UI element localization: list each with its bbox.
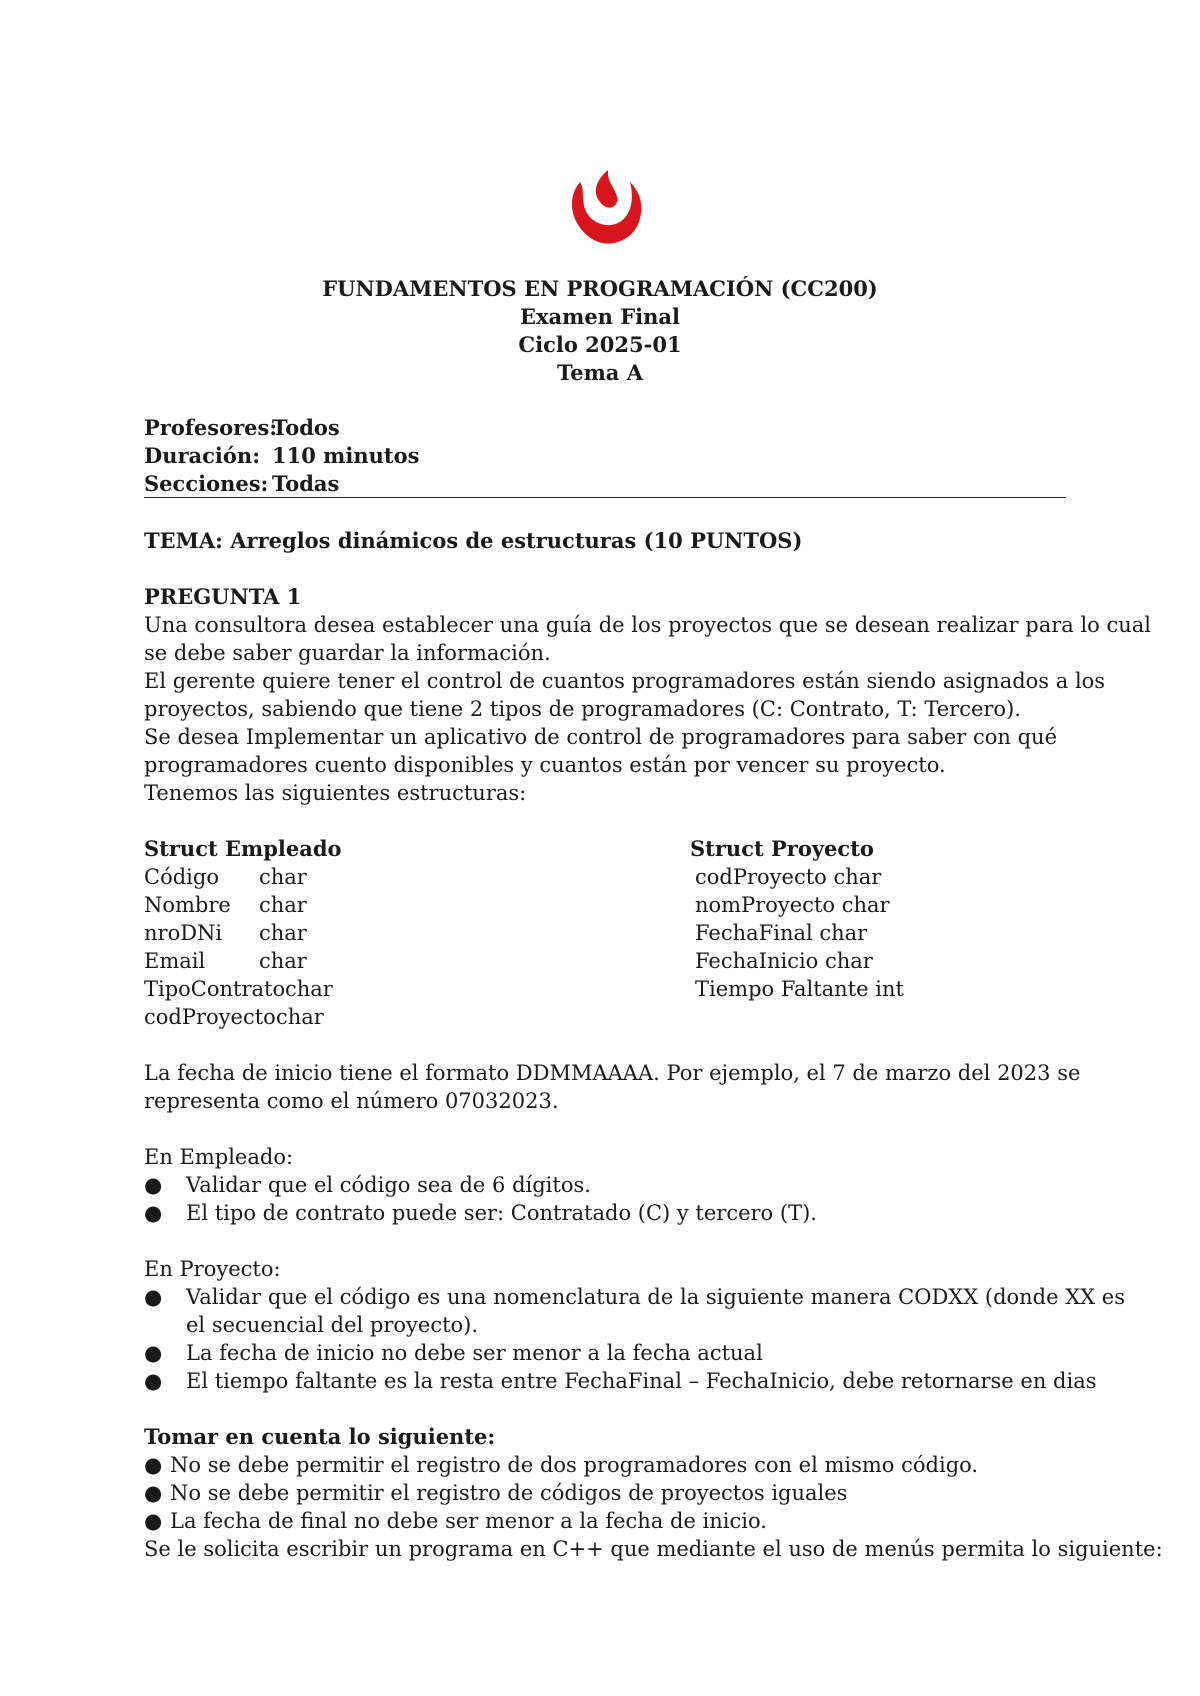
info-value-secciones: Todas (272, 471, 340, 496)
consider-closing: Se le solicita escribir un programa en C++ que mediante el uso de menús permita lo siguiente: (144, 1537, 1163, 1561)
pregunta-line: Tenemos las siguientes estructuras: (144, 781, 527, 805)
info-label-duracion: Duración: (144, 443, 260, 468)
pregunta-line: Una consultora desea establecer una guía de los proyectos que se desean realizar para lo cual (144, 613, 1152, 637)
empleado-field-type: char (259, 865, 307, 889)
empleado-field-name: TipoContrato (144, 977, 286, 1001)
proyecto-field: codProyecto char (695, 865, 882, 889)
bullet-icon: ● (144, 1285, 163, 1309)
proyecto-rule-item: Validar que el código es una nomenclatura de la siguiente manera CODXX (donde XX es (186, 1285, 1126, 1309)
empleado-field-type: char (285, 977, 333, 1001)
bullet-icon: ● (144, 1173, 163, 1197)
bullet-icon: ● (144, 1481, 163, 1505)
proyecto-rules-title: En Proyecto: (144, 1257, 281, 1281)
proyecto-rule-item: El tiempo faltante es la resta entre FechaFinal – FechaInicio, debe retornarse en dias (186, 1369, 1097, 1393)
bullet-icon: ● (144, 1201, 163, 1225)
info-value-duracion: 110 minutos (272, 443, 420, 468)
empleado-field-type: char (259, 893, 307, 917)
empleado-rule-item: El tipo de contrato puede ser: Contratado (C) y tercero (T). (186, 1201, 817, 1225)
consider-item: La fecha de final no debe ser menor a la fecha de inicio. (170, 1509, 767, 1533)
tema-variant: Tema A (556, 360, 643, 385)
empleado-field-type: char (259, 921, 307, 945)
empleado-field-name: Email (144, 949, 206, 973)
proyecto-field: Tiempo Faltante int (695, 977, 904, 1001)
info-value-profesores: Todos (272, 415, 340, 440)
bullet-icon: ● (144, 1453, 163, 1477)
info-label-profesores: Profesores: (144, 415, 278, 440)
empleado-field-name: codProyecto (144, 1005, 276, 1029)
pregunta-line: Se desea Implementar un aplicativo de control de programadores para saber con qué (144, 725, 1058, 749)
consider-item: No se debe permitir el registro de dos programadores con el mismo código. (170, 1453, 979, 1477)
bullet-icon: ● (144, 1509, 163, 1533)
pregunta-line: El gerente quiere tener el control de cuantos programadores están siendo asignados a los (144, 669, 1106, 693)
proyecto-rule-item: La fecha de inicio no debe ser menor a la fecha actual (186, 1341, 763, 1365)
struct-empleado-title: Struct Empleado (144, 836, 342, 861)
proyecto-rule-item: el secuencial del proyecto). (186, 1313, 479, 1337)
proyecto-field: nomProyecto char (695, 893, 890, 917)
cycle-title: Ciclo 2025-01 (518, 332, 682, 357)
pregunta-line: programadores cuento disponibles y cuantos están por vencer su proyecto. (144, 753, 946, 777)
struct-proyecto-title: Struct Proyecto (690, 836, 874, 861)
empleado-rule-item: Validar que el código sea de 6 dígitos. (186, 1173, 591, 1197)
empleado-field-type: char (276, 1005, 324, 1029)
pregunta-line: proyectos, sabiendo que tiene 2 tipos de programadores (C: Contrato, T: Tercero). (144, 697, 1021, 721)
consider-item: No se debe permitir el registro de códigos de proyectos iguales (170, 1481, 848, 1505)
header-divider (144, 497, 1066, 498)
exam-title: Examen Final (519, 304, 681, 329)
proyecto-field: FechaFinal char (695, 921, 868, 945)
info-label-secciones: Secciones: (144, 471, 269, 496)
empleado-field-name: nroDNi (144, 921, 223, 945)
course-title: FUNDAMENTOS EN PROGRAMACIÓN (CC200) (322, 276, 878, 301)
pregunta-line: se debe saber guardar la información. (144, 641, 551, 665)
proyecto-field: FechaInicio char (695, 949, 873, 973)
empleado-field-type: char (259, 949, 307, 973)
consider-title: Tomar en cuenta lo siguiente: (144, 1424, 496, 1449)
empleado-rules-title: En Empleado: (144, 1145, 294, 1169)
fecha-note-line: La fecha de inicio tiene el formato DDMMAAAA. Por ejemplo, el 7 de marzo del 2023 se (144, 1061, 1081, 1085)
empleado-field-name: Código (144, 865, 219, 889)
university-logo-icon (562, 168, 646, 248)
bullet-icon: ● (144, 1369, 163, 1393)
fecha-note-line: representa como el número 07032023. (144, 1089, 559, 1113)
pregunta-title: PREGUNTA 1 (144, 584, 302, 609)
bullet-icon: ● (144, 1341, 163, 1365)
tema-heading: TEMA: Arreglos dinámicos de estructuras (10 PUNTOS) (144, 528, 803, 553)
empleado-field-name: Nombre (144, 893, 231, 917)
